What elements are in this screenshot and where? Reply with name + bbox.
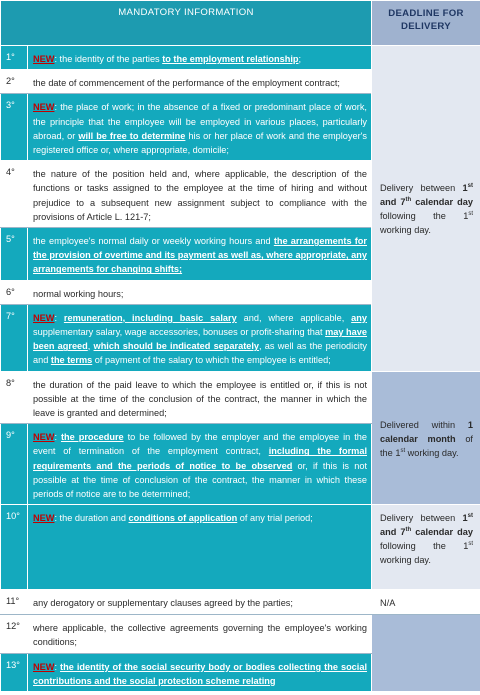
table-row xyxy=(1,371,480,424)
row-description xyxy=(28,653,372,691)
deadline-cell-first-to-seventh-day: Delivery between 1st and 7th calendar day following the 1st working day. xyxy=(372,46,480,372)
row-description xyxy=(28,280,372,304)
row-description xyxy=(28,371,372,424)
row-number: 11° xyxy=(1,590,28,615)
emphasized-text: any xyxy=(351,312,367,323)
row-number: 9° xyxy=(1,424,28,505)
new-label: NEW xyxy=(33,661,55,672)
row-number: 8° xyxy=(1,371,28,424)
text-segment: supplementary salary, wage accessories, bonuses or profit-sharing that xyxy=(33,327,326,338)
row-number: 1° xyxy=(1,46,28,70)
deadline-cell-blank xyxy=(372,615,480,692)
text-segment: : the duration and xyxy=(54,513,129,524)
text-segment: and, where applicable, xyxy=(236,312,352,323)
emphasized-text: remuneration, including basic salary xyxy=(63,312,237,323)
row-description xyxy=(28,70,372,94)
table-row xyxy=(1,590,480,615)
text-segment: : xyxy=(54,661,61,672)
mandatory-information-header: MANDATORY INFORMATION xyxy=(1,1,372,46)
row-description xyxy=(28,615,372,653)
row-description xyxy=(28,505,372,590)
emphasized-text: conditions of application xyxy=(128,513,238,524)
row-description xyxy=(28,161,372,228)
row-number: 5° xyxy=(1,228,28,281)
text-segment: his or her place of work and the employer's registered office or, where appropriate, domicile; xyxy=(33,130,368,156)
text-segment: ; xyxy=(298,54,302,64)
emphasized-text: will be free to determine xyxy=(78,130,186,141)
row-number: 12° xyxy=(1,615,28,653)
table-row xyxy=(1,615,480,653)
table-row xyxy=(1,46,480,70)
emphasized-text: the identity of the social security body or bodies collecting the social contributions and the social protection scheme relating xyxy=(33,661,368,686)
text-segment: normal working hours; xyxy=(33,288,124,299)
row-number: 3° xyxy=(1,94,28,161)
text-segment: any derogatory or supplementary clauses agreed by the parties; xyxy=(33,598,293,609)
emphasized-text: the arrangements for the provision of overtime and its payment as well as, where appropriate, any arrangements for changing shifts; xyxy=(33,236,367,275)
text-segment: where applicable, the collective agreements governing the employee's working conditions; xyxy=(33,623,367,648)
emphasized-text: the terms xyxy=(50,355,93,366)
text-segment: the employee's normal daily or weekly working hours and xyxy=(33,236,274,247)
text-segment: the nature of the position held and, where applicable, the description of the functions or tasks assigned to the employee at the time of hiring and without prejudice to a subsequent new assignment subject to compliance with the provisions of Article L. 121-7; xyxy=(33,169,367,222)
new-label: NEW xyxy=(33,54,55,64)
deadline-cell-trial-period: Delivery between 1st and 7th calendar day following the 1st working day. xyxy=(372,505,480,590)
emphasized-text: which should be indicated separately xyxy=(93,341,260,352)
text-segment: of any trial period; xyxy=(237,513,313,524)
emphasized-text: including the formal requirements and the periods of notice to be observed xyxy=(33,446,367,471)
new-label: NEW xyxy=(33,312,55,323)
emphasized-text: may have been agreed xyxy=(33,327,367,352)
row-number: 2° xyxy=(1,70,28,94)
new-label: NEW xyxy=(33,432,55,443)
text-segment: : xyxy=(54,432,61,443)
new-label: NEW xyxy=(33,513,55,524)
row-description xyxy=(28,94,372,161)
text-segment: the duration of the paid leave to which the employee is entitled or, if this is not possible at the time of the conclusion of the contract, the manner in which the leave is granted and determined; xyxy=(33,379,367,419)
emphasized-text: the procedure xyxy=(60,432,124,443)
row-number: 6° xyxy=(1,280,28,304)
row-description xyxy=(28,46,372,70)
row-number: 13° xyxy=(1,653,28,691)
text-segment: , as well as the periodicity and xyxy=(33,341,367,366)
text-segment: the date of commencement of the performance of the employment contract; xyxy=(33,78,340,89)
emphasized-text: to the employment relationship xyxy=(162,54,299,64)
text-segment: : the identity of the parties xyxy=(54,54,163,64)
row-description xyxy=(28,424,372,505)
text-segment: , xyxy=(87,341,94,352)
deadline-header: DEADLINE FOR DELIVERY xyxy=(372,1,480,46)
text-segment: of payment of the salary to which the employee is entitled; xyxy=(92,355,331,366)
row-number: 7° xyxy=(1,304,28,371)
text-segment: to be followed by the employer and the employee in the event of termination of the employment contract, xyxy=(33,432,368,457)
text-segment: : xyxy=(54,312,64,323)
row-description xyxy=(28,228,372,281)
text-segment: : the place of work; in the absence of a fixed or predominant place of work, the principle that the employee will be employed in various places, particularly abroad, or xyxy=(33,102,367,141)
row-number: 10° xyxy=(1,505,28,590)
row-description xyxy=(28,590,372,615)
table-row xyxy=(1,505,480,590)
deadline-cell-one-month: Delivered within 1 calendar month of the 1st working day. xyxy=(372,371,480,505)
text-segment: or, if this is not possible at the time of conclusion of the contract, the manner in which these periods of notice are to be determined; xyxy=(33,460,367,500)
row-number: 4° xyxy=(1,161,28,228)
row-description xyxy=(28,304,372,371)
new-label: NEW xyxy=(33,102,55,113)
deadline-cell-not-applicable: N/A xyxy=(372,590,480,615)
